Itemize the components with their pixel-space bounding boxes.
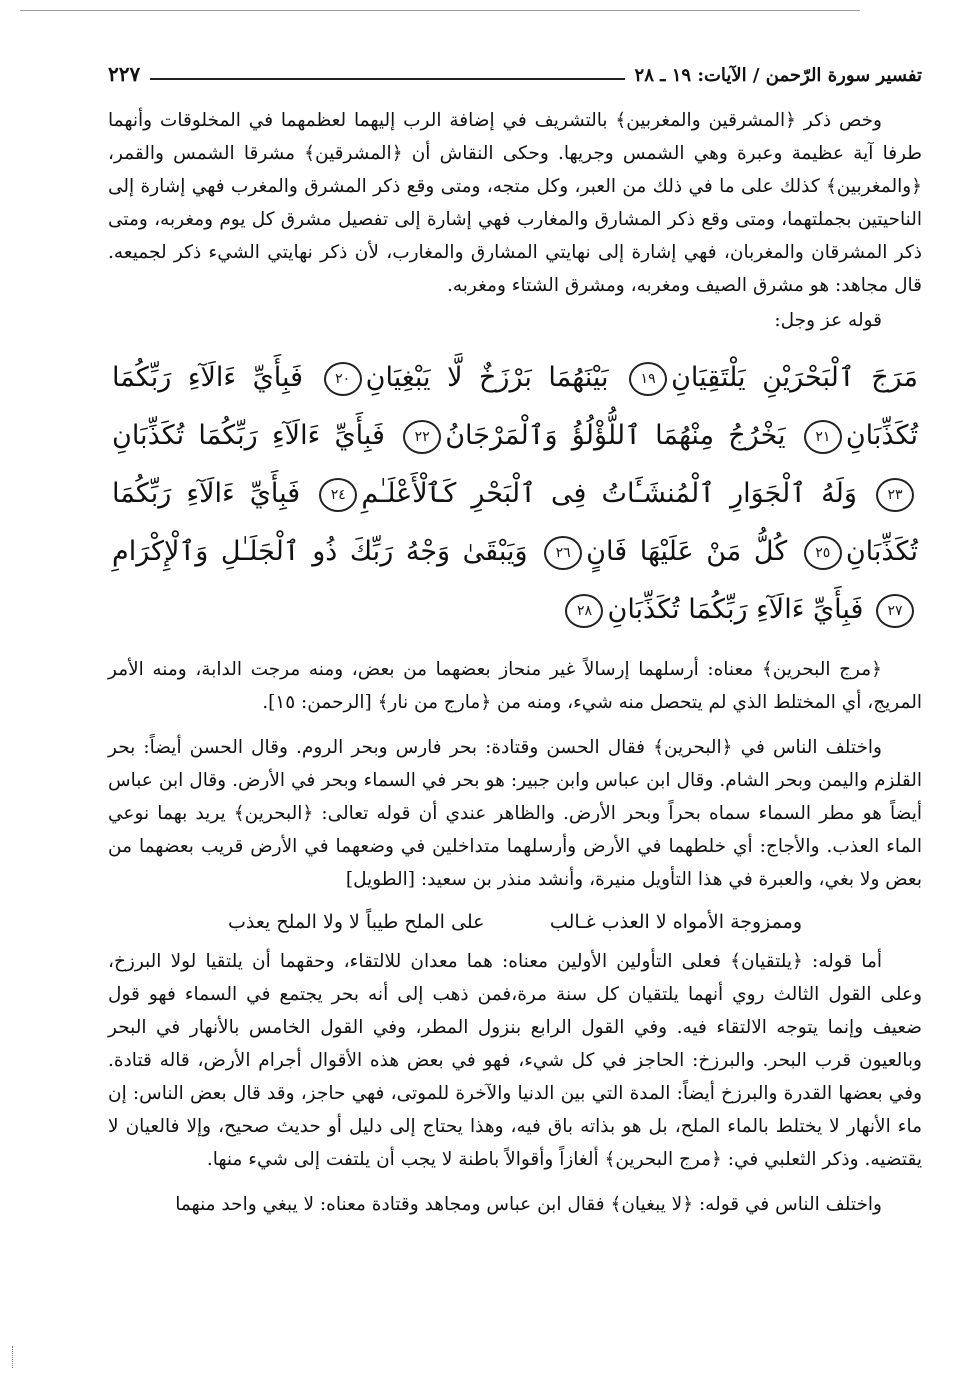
verse-intro: قوله عز وجل:: [774, 310, 882, 331]
commentary-paragraph: واختلف الناس في ﴿البحرين﴾ فقال الحسن وقتادة: بحر فارس وبحر الروم. وقال الحسن أيضاً: بحر القلزم واليمن وبحر الشام. وقال ابن عباس وابن جبير: هو بحر في السماء وبحر في الأرض. وقال ابن عباس أيضاً هو مطر السماء سماه بحراً وبحر الأرض. والظاهر عندي أن قوله تعالى: ﴿البحرين﴾ يريد بهما نوعي الماء العذب. والأجاج: أي خلطهما في الأرض وأرسلهما متداخلين في وضعهما في الأرض قريب بعضهما من بعض ولا بغي، والعبرة في هذا التأويل منيرة، وأنشد منذر بن سعيد: [الطويل]: [108, 737, 922, 890]
quran-ayah: فَبِأَيِّ ءَالَآءِ رَبِّكُمَا تُكَذِّبَانِ٢١: [112, 362, 918, 451]
quran-ayah: وَيَبْقَىٰ وَجْهُ رَبِّكَ ذُو ٱلْجَلَـٰلِ وَٱلْإِكْرَامِ٢٧: [112, 536, 918, 625]
quran-ayah: فَبِأَيِّ ءَالَآءِ رَبِّكُمَا تُكَذِّبَانِ٢٨: [561, 594, 863, 625]
quran-ayah: وَلَهُ ٱلْجَوَارِ ٱلْمُنشَـَٔاتُ فِى ٱلْبَحْرِ كَٱلْأَعْلَـٰمِ٢٤: [315, 478, 857, 509]
page-body: [108, 104, 922, 1221]
ayah-number-marker: ٢٤: [319, 478, 357, 512]
page-number: ٢٢٧: [108, 62, 141, 86]
running-header: [108, 52, 922, 86]
ayah-number-marker: ٢٨: [565, 594, 603, 628]
ayah-number-marker: ١٩: [629, 362, 667, 396]
ayah-number-marker: ٢١: [804, 420, 842, 454]
ayah-number-marker: ٢٢: [403, 420, 441, 454]
quran-ayah: بَيْنَهُمَا بَرْزَخٌ لَّا يَبْغِيَانِ٢٠: [320, 362, 609, 393]
commentary-paragraph: واختلف الناس في قوله: ﴿لا يبغيان﴾ فقال ابن عباس ومجاهد وقتادة معناه: لا يبغي واحد منهما: [175, 1194, 882, 1215]
quran-ayah: يَخْرُجُ مِنْهُمَا ٱللُّؤْلُؤُ وَٱلْمَرْجَانُ٢٢: [399, 420, 785, 451]
running-title: تفسير سورة الرّحمن / الآيات: ١٩ ـ ٢٨: [634, 65, 922, 86]
ayah-number-marker: ٢٧: [876, 594, 914, 628]
commentary-paragraph: أما قوله: ﴿يلتقيان﴾ فعلى التأولين الأولين معناه: هما معدان للالتقاء، وحقهما أن يلتقيا لولا البرزخ، وعلى القول الثالث روي أنهما يلتقيان كل سنة مرة،فمن ذهب إلى أنه بحر يجتمع في السماء فهو قول ضعيف وإنما يتوجه الالتقاء فيه. وفي القول الرابع بنزول المطر، وفي القول الخامس بالأنهار في البحر وبالعيون قرب البحر. والبرزخ: الحاجز في كل شيء، فهو في بعض هذه الأقوال أجرام الأرض، قاله قتادة. وفي بعضها القدرة والبرزخ أيضاً: المدة التي بين الدنيا والآخرة للموتى، فهي حاجز، وقد قال بعض الناس: إن ماء الأنهار لا يختلط بالماء الملح، بل هو بذاته باق فيه، وهذا يحتاج إلى دليل أو حديث صحيح، وإلا فالعيان لا يقتضيه. وذكر الثعلبي في: ﴿مرج البحرين﴾ ألغازاً وأقوالاً باطنة لا يجب أن يلتفت إلى شيء منها.: [108, 951, 922, 1170]
quran-verses-block: [108, 349, 922, 639]
ayah-number-marker: ٢٠: [324, 362, 362, 396]
commentary-paragraph: ﴿مرج البحرين﴾ معناه: أرسلهما إرسالاً غير منحاز بعضهما من بعض، ومنه مرجت الدابة، ومنه الأمر المريج، أي المختلط الذي لم يتحصل منه شيء، ومنه من ﴿مارج من نار﴾ [الرحمن: ١٥].: [108, 659, 922, 713]
ayah-number-marker: ٢٦: [544, 536, 582, 570]
poetry-verse: [108, 904, 922, 941]
scan-edge-line: [20, 10, 860, 11]
quran-ayah: مَرَجَ ٱلْبَحْرَيْنِ يَلْتَقِيَانِ١٩: [625, 362, 918, 393]
ayah-number-marker: ٢٥: [804, 536, 842, 570]
verse-first-hemistich: وممزوجة الأمواه لا العذب غـالب: [549, 911, 802, 933]
scan-edge-mark: [12, 1346, 15, 1368]
quran-ayah: فَبِأَيِّ ءَالَآءِ رَبِّكُمَا تُكَذِّبَانِ٢٣: [112, 420, 918, 509]
verse-second-hemistich: على الملح طيباً لا ولا الملح يعذب: [228, 911, 485, 933]
ayah-number-marker: ٢٣: [876, 478, 914, 512]
commentary-paragraph: وخص ذكر ﴿المشرقين والمغربين﴾ بالتشريف في إضافة الرب إليهما لعظمهما في المخلوقات وأنهما طرفا آية عظيمة وعبرة وهي الشمس وجريها. وحكى النقاش أن ﴿المشرقين﴾ مشرقا الشمس والقمر، ﴿والمغربين﴾ كذلك على ما في ذلك من العبر، وكل متجه، ومتى وقع ذكر المشرق والمغرب فهي إشارة إلى الناحيتين بجملتهما، ومتى وقع ذكر المشارق والمغارب فهي إشارة إلى تفصيل مشرق كل يوم ومغربه، ومتى ذكر المشرقان والمغربان، فهي إشارة إلى نهايتي المشارق والمغارب، لأن ذكر نهايتي الشيء ذكر لجميعه. قال مجاهد: هو مشرق الصيف ومغربه، ومشرق الشتاء ومغربه.: [108, 110, 922, 296]
header-rule: [150, 78, 624, 80]
quran-ayah: فَبِأَيِّ ءَالَآءِ رَبِّكُمَا تُكَذِّبَانِ٢٥: [112, 478, 918, 567]
quran-ayah: كُلُّ مَنْ عَلَيْهَا فَانٍ٢٦: [540, 536, 787, 567]
